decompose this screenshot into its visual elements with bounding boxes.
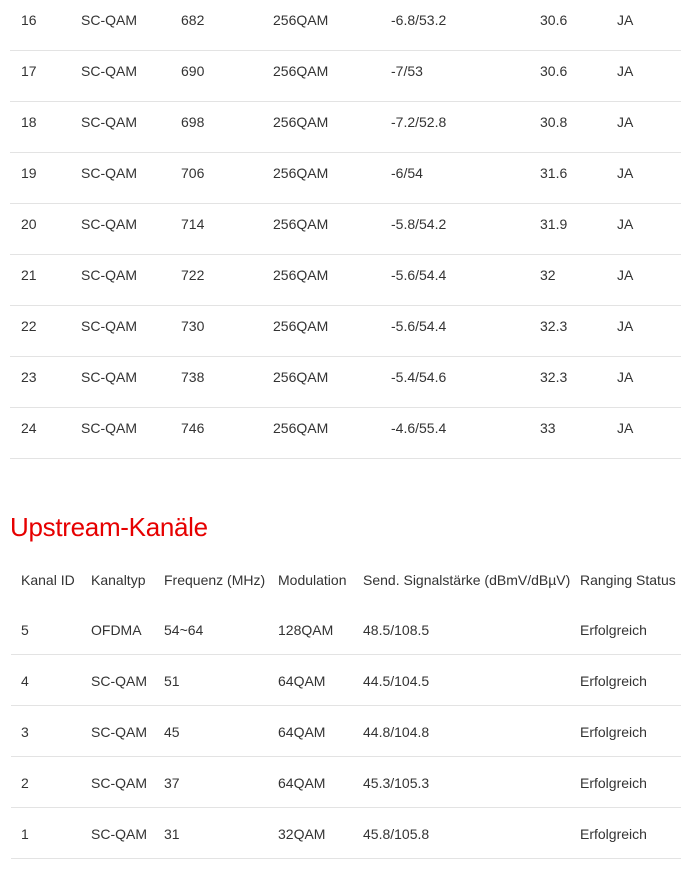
modulation-cell: 256QAM <box>273 216 329 232</box>
channel-id-cell: 5 <box>21 622 29 638</box>
channel-id-cell: 20 <box>21 216 37 232</box>
frequency-cell: 37 <box>164 775 180 791</box>
power-level-cell: -4.6/55.4 <box>391 420 447 436</box>
snr-cell: 30.6 <box>540 12 568 28</box>
power-level-cell: -5.6/54.4 <box>391 267 447 283</box>
power-level-cell: -5.6/54.4 <box>391 318 447 334</box>
channel-type-cell: SC-QAM <box>91 826 147 842</box>
table-row <box>10 51 681 102</box>
modulation-cell: 256QAM <box>273 420 329 436</box>
modulation-cell: 64QAM <box>278 724 326 740</box>
transmit-power-cell: 44.5/104.5 <box>363 673 430 689</box>
channel-id-cell: 3 <box>21 724 29 740</box>
channel-id-cell: 1 <box>21 826 29 842</box>
locked-status-cell: JA <box>617 216 634 232</box>
channel-id-cell: 4 <box>21 673 29 689</box>
ranging-status-cell: Erfolgreich <box>580 622 647 638</box>
ranging-status-cell: Erfolgreich <box>580 724 647 740</box>
ranging-status-cell: Erfolgreich <box>580 826 647 842</box>
transmit-power-cell: 45.3/105.3 <box>363 775 430 791</box>
power-level-cell: -6/54 <box>391 165 423 181</box>
channel-type-cell: SC-QAM <box>91 724 147 740</box>
channel-id-cell: 16 <box>21 12 37 28</box>
frequency-cell: 746 <box>181 420 205 436</box>
modulation-cell: 64QAM <box>278 673 326 689</box>
channel-type-cell: SC-QAM <box>91 673 147 689</box>
power-level-cell: -7.2/52.8 <box>391 114 447 130</box>
power-level-cell: -7/53 <box>391 63 423 79</box>
channel-type-cell: SC-QAM <box>81 216 137 232</box>
header-modulation: Modulation <box>278 572 347 588</box>
table-row <box>11 655 681 706</box>
table-row <box>10 306 681 357</box>
modulation-cell: 256QAM <box>273 369 329 385</box>
channel-id-cell: 18 <box>21 114 37 130</box>
modulation-cell: 256QAM <box>273 165 329 181</box>
channel-id-cell: 21 <box>21 267 37 283</box>
modulation-cell: 256QAM <box>273 114 329 130</box>
locked-status-cell: JA <box>617 114 634 130</box>
channel-type-cell: SC-QAM <box>81 420 137 436</box>
channel-id-cell: 22 <box>21 318 37 334</box>
modulation-cell: 256QAM <box>273 267 329 283</box>
channel-id-cell: 23 <box>21 369 37 385</box>
snr-cell: 32.3 <box>540 318 568 334</box>
upstream-table <box>11 554 681 859</box>
table-row <box>10 153 681 204</box>
modulation-cell: 256QAM <box>273 318 329 334</box>
transmit-power-cell: 48.5/108.5 <box>363 622 430 638</box>
channel-type-cell: SC-QAM <box>81 318 137 334</box>
locked-status-cell: JA <box>617 165 634 181</box>
ranging-status-cell: Erfolgreich <box>580 775 647 791</box>
snr-cell: 32 <box>540 267 556 283</box>
table-row <box>11 706 681 757</box>
channel-id-cell: 2 <box>21 775 29 791</box>
transmit-power-cell: 45.8/105.8 <box>363 826 430 842</box>
channel-type-cell: SC-QAM <box>81 63 137 79</box>
upstream-table-body <box>11 604 681 859</box>
channel-id-cell: 19 <box>21 165 37 181</box>
header-channel-type: Kanaltyp <box>91 572 146 588</box>
locked-status-cell: JA <box>617 267 634 283</box>
snr-cell: 33 <box>540 420 556 436</box>
frequency-cell: 714 <box>181 216 205 232</box>
snr-cell: 30.6 <box>540 63 568 79</box>
frequency-cell: 51 <box>164 673 180 689</box>
frequency-cell: 698 <box>181 114 205 130</box>
locked-status-cell: JA <box>617 318 634 334</box>
locked-status-cell: JA <box>617 369 634 385</box>
header-frequency: Frequenz (MHz) <box>164 572 266 588</box>
table-row <box>10 408 681 459</box>
power-level-cell: -5.8/54.2 <box>391 216 447 232</box>
frequency-cell: 706 <box>181 165 205 181</box>
channel-id-cell: 24 <box>21 420 37 436</box>
snr-cell: 31.9 <box>540 216 568 232</box>
power-level-cell: -5.4/54.6 <box>391 369 447 385</box>
table-row <box>11 808 681 859</box>
frequency-cell: 730 <box>181 318 205 334</box>
frequency-cell: 45 <box>164 724 180 740</box>
frequency-cell: 738 <box>181 369 205 385</box>
table-header-row <box>11 554 681 604</box>
header-channel-id: Kanal ID <box>21 572 75 588</box>
table-row <box>11 757 681 808</box>
table-row <box>10 357 681 408</box>
frequency-cell: 690 <box>181 63 205 79</box>
modulation-cell: 128QAM <box>278 622 334 638</box>
channel-type-cell: SC-QAM <box>81 165 137 181</box>
frequency-cell: 31 <box>164 826 180 842</box>
modulation-cell: 256QAM <box>273 63 329 79</box>
channel-type-cell: OFDMA <box>91 622 142 638</box>
downstream-table <box>10 0 681 459</box>
frequency-cell: 722 <box>181 267 205 283</box>
snr-cell: 30.8 <box>540 114 568 130</box>
power-level-cell: -6.8/53.2 <box>391 12 447 28</box>
modulation-cell: 256QAM <box>273 12 329 28</box>
channel-type-cell: SC-QAM <box>81 114 137 130</box>
table-row <box>10 204 681 255</box>
transmit-power-cell: 44.8/104.8 <box>363 724 430 740</box>
channel-type-cell: SC-QAM <box>91 775 147 791</box>
header-ranging-status: Ranging Status <box>580 572 676 588</box>
frequency-cell: 54~64 <box>164 622 204 638</box>
snr-cell: 31.6 <box>540 165 568 181</box>
channel-type-cell: SC-QAM <box>81 12 137 28</box>
channel-type-cell: SC-QAM <box>81 369 137 385</box>
channel-type-cell: SC-QAM <box>81 267 137 283</box>
modulation-cell: 32QAM <box>278 826 326 842</box>
snr-cell: 32.3 <box>540 369 568 385</box>
locked-status-cell: JA <box>617 12 634 28</box>
locked-status-cell: JA <box>617 63 634 79</box>
channel-id-cell: 17 <box>21 63 37 79</box>
frequency-cell: 682 <box>181 12 205 28</box>
table-row <box>11 604 681 655</box>
upstream-section-title: Upstream-Kanäle <box>10 512 208 542</box>
locked-status-cell: JA <box>617 420 634 436</box>
header-transmit-power: Send. Signalstärke (dBmV/dBµV) <box>363 572 571 588</box>
modulation-cell: 64QAM <box>278 775 326 791</box>
table-row <box>10 255 681 306</box>
table-row <box>10 102 681 153</box>
ranging-status-cell: Erfolgreich <box>580 673 647 689</box>
table-row <box>10 0 681 51</box>
